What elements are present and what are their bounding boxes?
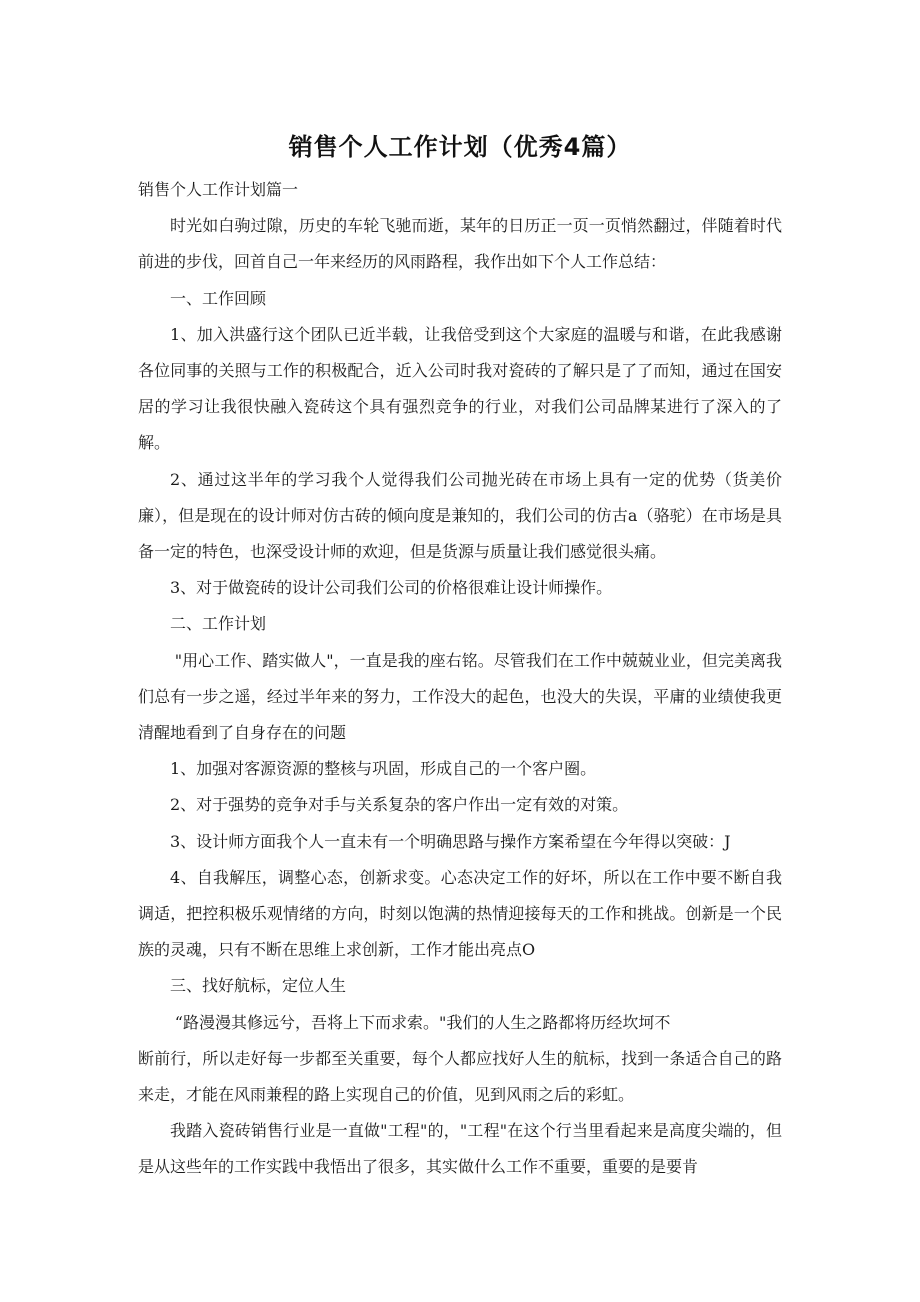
document-body	[138, 172, 782, 1186]
paragraph-plan-2: 2、对于强势的竞争对手与关系复杂的客户作出一定有效的对策。	[170, 795, 629, 815]
paragraph-intro: 时光如白驹过隙，历史的车轮飞驰而逝，某年的日历正一页一页悄然翻过，伴随着时代前进的步伐，回首自己一年来经历的风雨路程，我作出如下个人工作总结：	[138, 216, 782, 272]
heading-work-review: 一、工作回顾	[170, 288, 267, 308]
paragraph-review-2: 2、通过这半年的学习我个人觉得我们公司抛光砖在市场上具有一定的优势（货美价廉），但是现在的设计师对仿古砖的倾向度是兼知的，我们公司的仿古a（骆驼）在市场是具备一定的特色，也深受设计师的欢迎，但是货源与质量让我们感觉很头痛。	[138, 469, 782, 562]
paragraph-engineering: 我踏入瓷砖销售行业是一直做"工程"的，"工程"在这个行当里看起来是高度尖端的，但是从这些年的工作实践中我悟出了很多，其实做什么工作不重要，重要的是要肯	[138, 1121, 782, 1177]
document-title: 销售个人工作计划（优秀4篇）	[288, 133, 632, 161]
paragraph-plan-3: 3、设计师方面我个人一直未有一个明确思路与操作方案希望在今年得以突破：J	[170, 831, 731, 851]
heading-work-plan: 二、工作计划	[170, 614, 267, 634]
section-label: 销售个人工作计划篇一	[138, 180, 299, 199]
paragraph-review-1: 1、加入洪盛行这个团队已近半载，让我倍受到这个大家庭的温暖与和谐，在此我感谢各位同事的关照与工作的积极配合，近入公司时我对瓷砖的了解只是了了而知，通过在国安居的学习让我很快融入瓷砖这个具有强烈竞争的行业，对我们公司品牌某进行了深入的了解。	[138, 324, 782, 453]
paragraph-plan-1: 1、加强对客源资源的整核与巩固，形成自己的一个客户圈。	[170, 759, 597, 779]
paragraph-motto: "用心工作、踏实做人"，一直是我的座右铭。尽管我们在工作中兢兢业业，但完美离我们总有一步之遥，经过半年来的努力，工作没大的起色，也没大的失误，平庸的业绩使我更清醒地看到了自身存在的问题	[138, 650, 782, 743]
paragraph-quote: “路漫漫其修远兮，吾将上下而求索。"我们的人生之路都将历经坎坷不	[174, 1012, 671, 1032]
heading-life-beacon: 三、找好航标，定位人生	[170, 976, 347, 996]
paragraph-review-3: 3、对于做瓷砖的设计公司我们公司的价格很难让设计师操作。	[170, 578, 613, 598]
paragraph-quote-continued: 断前行，所以走好每一步都至关重要，每个人都应找好人生的航标，找到一条适合自己的路来走，才能在风雨兼程的路上实现自己的价值，见到风雨之后的彩虹。	[138, 1048, 782, 1105]
paragraph-plan-4: 4、自我解压，调整心态，创新求变。心态决定工作的好坏，所以在工作中要不断自我调适，把控积极乐观情绪的方向，时刻以饱满的热情迎接每天的工作和挑战。创新是一个民族的灵魂，只有不断在思维上求创新，工作才能出亮点O	[138, 867, 782, 960]
